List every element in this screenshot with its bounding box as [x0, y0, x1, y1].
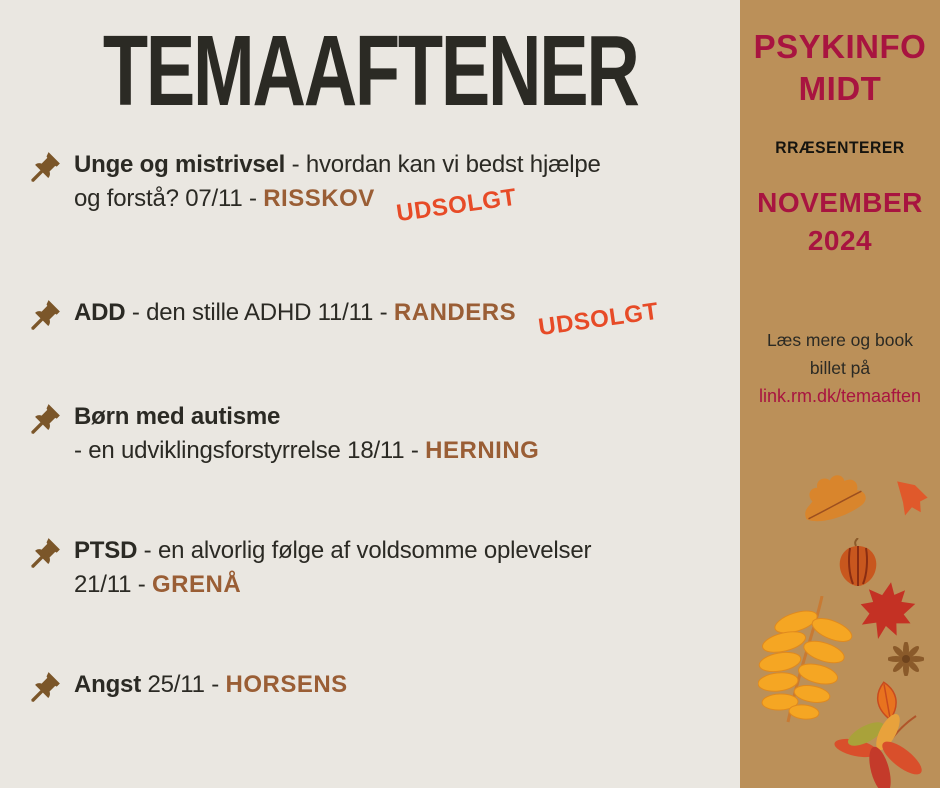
event-item-ptsd [28, 534, 591, 602]
month-name: NOVEMBER [757, 187, 923, 218]
event-venue: HERNING [425, 437, 540, 464]
booking-cta [740, 326, 940, 410]
page-title-wrap [0, 14, 740, 129]
booking-link[interactable]: link.rm.dk/temaaften [758, 386, 922, 406]
creeper-leaf-icon [832, 712, 928, 788]
event-venue: RANDERS [393, 299, 517, 326]
event-venue: RISSKOV [263, 185, 375, 212]
month-year: 2024 [807, 225, 873, 256]
pushpin-icon [28, 402, 62, 436]
page-title: TEMAAFTENER [102, 15, 638, 127]
event-text [74, 296, 660, 342]
month-label [740, 184, 940, 260]
event-desc: 25/11 - [141, 671, 226, 698]
event-text [74, 534, 591, 602]
oak-leaf-icon [793, 464, 875, 530]
brand-title [740, 26, 940, 110]
event-title: ADD [74, 299, 126, 326]
event-desc: - hvordan kan vi bedst hjælpe [285, 151, 601, 178]
pushpin-icon [28, 670, 62, 704]
event-item-born-med-autisme [28, 400, 539, 468]
rowan-leaf-icon [758, 596, 858, 728]
event-text [74, 400, 539, 468]
soldout-badge: UDSOLGT [394, 183, 519, 228]
pushpin-icon [28, 536, 62, 570]
event-desc: - den stille ADHD 11/11 - [125, 299, 394, 326]
brand-line1: PSYKINFO [753, 28, 927, 65]
event-title: PTSD [74, 537, 138, 564]
event-title: Unge og mistrivsel [74, 151, 286, 178]
cta-line2: billet på [809, 358, 871, 378]
small-red-leaf-icon [885, 477, 932, 523]
event-title: Angst [74, 671, 141, 698]
event-text [74, 148, 601, 228]
event-desc-2: og forstå? 07/11 - [74, 185, 264, 212]
event-item-unge-og-mistrivsel [28, 148, 601, 228]
pushpin-icon [28, 298, 62, 332]
event-text [74, 668, 348, 702]
star-anise-icon [888, 642, 924, 676]
sidebar [740, 0, 940, 788]
cta-line1: Læs mere og book [767, 330, 913, 350]
brand-line2: MIDT [798, 70, 882, 107]
event-desc-2: 21/11 - [74, 571, 153, 598]
pushpin-icon [28, 150, 62, 184]
event-desc-2: - en udviklingsforstyrrelse 18/11 - [74, 437, 426, 464]
event-item-angst [28, 668, 348, 704]
soldout-badge: UDSOLGT [536, 297, 660, 342]
event-venue: GRENÅ [152, 571, 242, 598]
event-venue: HORSENS [225, 671, 348, 698]
event-item-add [28, 296, 660, 342]
presents-label: RRÆSENTERER [775, 138, 905, 157]
event-title: Børn med autisme [74, 403, 281, 430]
event-desc: - en alvorlig følge af voldsomme oplevelser [137, 537, 592, 564]
maple-leaf-icon [854, 576, 920, 645]
